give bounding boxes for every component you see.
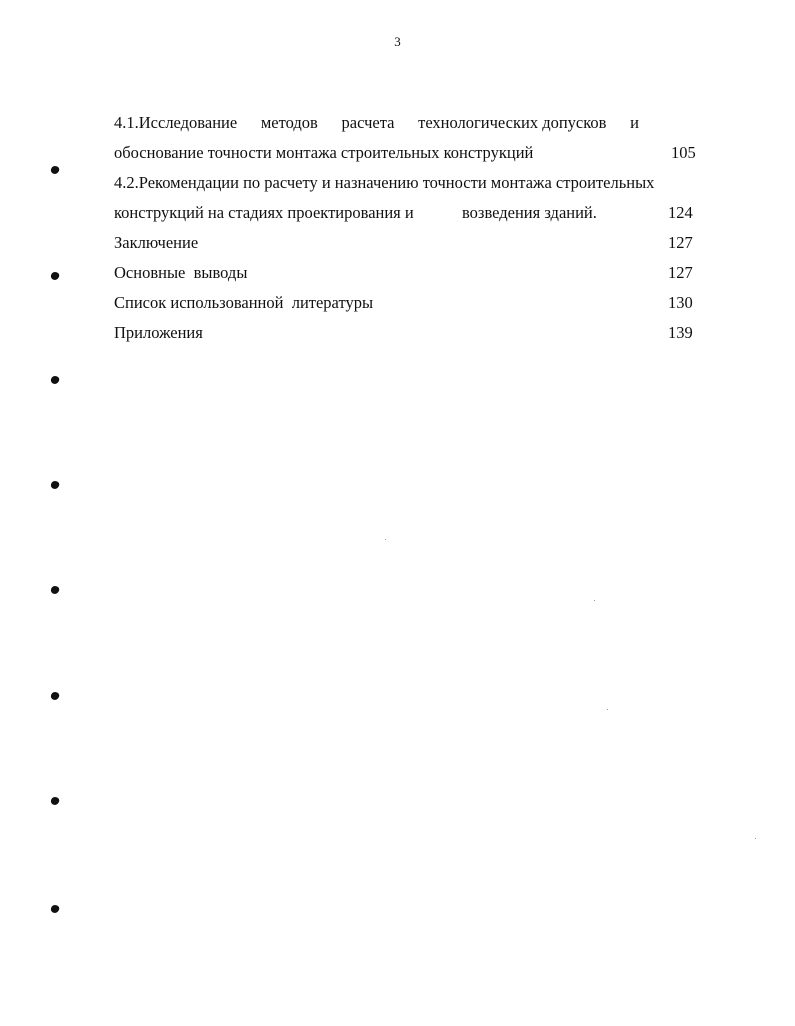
toc-entry-text: Основные выводы — [114, 263, 248, 282]
binding-hole-mark — [50, 480, 60, 490]
toc-page-number: 105 — [671, 143, 696, 162]
toc-entry-text: конструкций на стадиях проектирования и — [114, 203, 414, 222]
scan-speck — [607, 709, 608, 710]
toc-word: и — [630, 113, 639, 132]
toc-entry-text: обоснование точности монтажа строительных конструкций — [114, 143, 534, 162]
binding-hole-mark — [50, 904, 60, 914]
toc-entry-text: 4.2.Рекомендации по расчету и назначению точности монтажа строительных — [114, 173, 655, 192]
table-of-contents — [114, 108, 704, 348]
binding-hole-mark — [50, 585, 60, 595]
toc-page-number: 130 — [668, 293, 693, 312]
toc-page-number: 127 — [668, 263, 693, 282]
binding-hole-mark — [50, 691, 60, 701]
scan-speck — [594, 600, 595, 601]
toc-page-number: 139 — [668, 323, 693, 342]
toc-word: расчета — [341, 113, 395, 132]
toc-word: методов — [260, 113, 318, 132]
binding-hole-mark — [50, 165, 60, 175]
toc-entry-4-1-line-1 — [114, 108, 704, 138]
toc-entry-text: возведения зданий. — [462, 203, 597, 222]
toc-entry-main-findings — [114, 258, 704, 288]
scan-speck — [755, 838, 756, 839]
toc-entry-4-2-line-1 — [114, 168, 704, 198]
toc-entry-conclusion — [114, 228, 704, 258]
binding-hole-mark — [50, 271, 60, 281]
toc-entry-4-1-line-2 — [114, 138, 704, 168]
toc-page-number: 127 — [668, 233, 693, 252]
binding-hole-mark — [50, 375, 60, 385]
binding-hole-mark — [50, 796, 60, 806]
scan-speck — [385, 539, 386, 540]
toc-entry-references — [114, 288, 704, 318]
toc-entry-4-2-line-2 — [114, 198, 704, 228]
toc-word: 4.1.Исследование — [114, 113, 238, 132]
toc-page-number: 124 — [668, 203, 693, 222]
toc-entry-text: Заключение — [114, 233, 199, 252]
page-number: 3 — [394, 34, 401, 49]
toc-entry-text: Список использованной литературы — [114, 293, 374, 312]
toc-entry-text: Приложения — [114, 323, 203, 342]
toc-word: технологических допусков — [418, 113, 607, 132]
toc-entry-appendices — [114, 318, 704, 348]
